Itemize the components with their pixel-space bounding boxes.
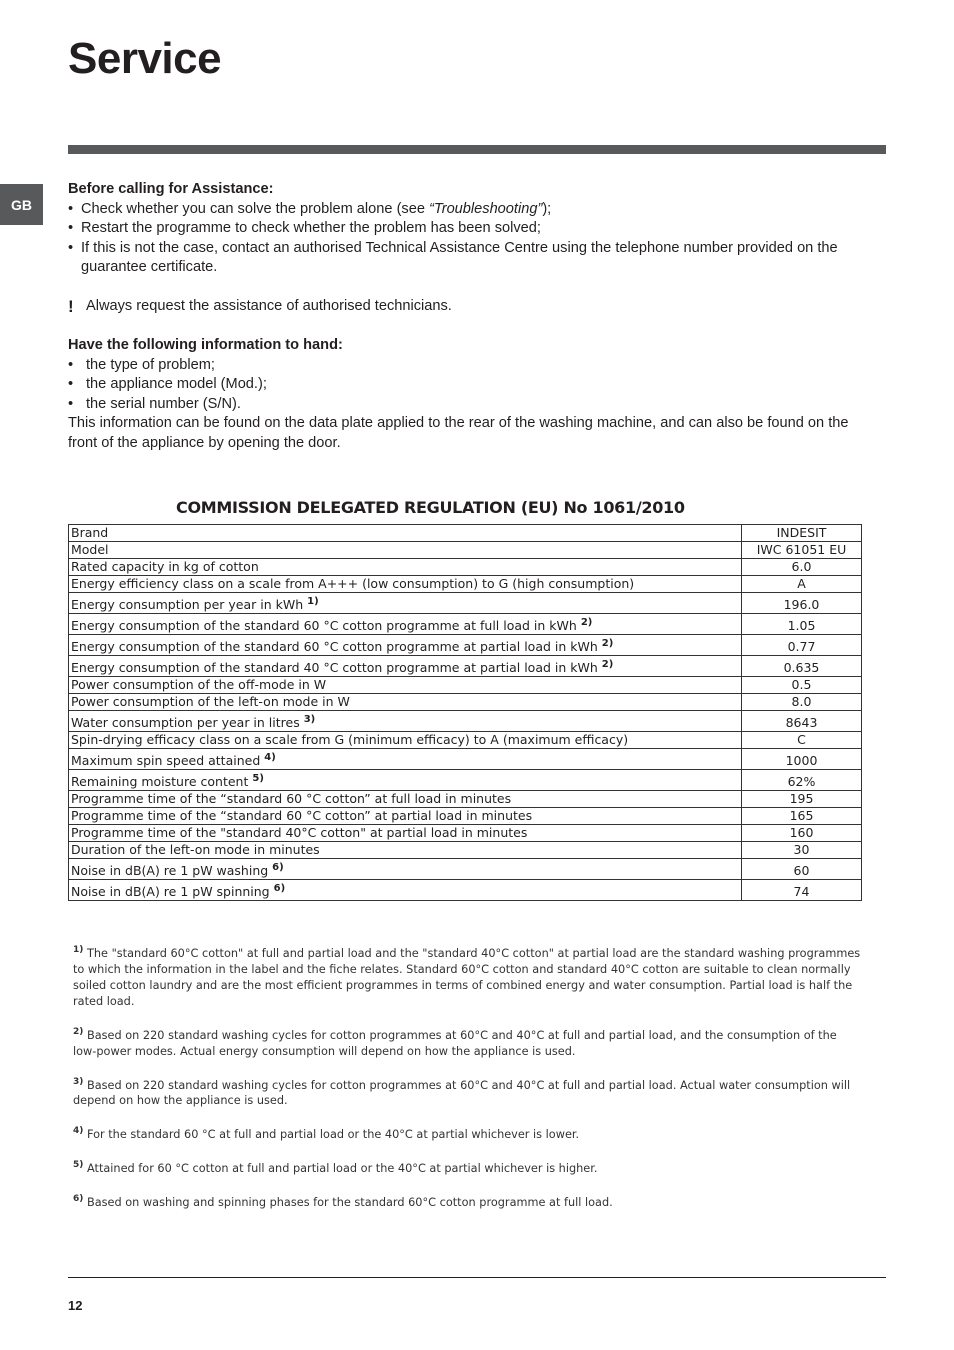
bullet-text: Restart the programme to check whether the problem has been solved; xyxy=(81,220,541,236)
row-label: Noise in dB(A) re 1 pW spinning $^{6)}$ xyxy=(69,880,742,901)
row-value: 1000 xyxy=(742,749,862,770)
row-value: 196.0 xyxy=(742,593,862,614)
row-value: 165 xyxy=(742,808,862,825)
table-row xyxy=(69,880,862,901)
footnote-ref: 6) xyxy=(272,861,284,873)
table-row xyxy=(69,576,862,593)
footnote-ref: 1) xyxy=(307,595,319,607)
bullet-text: If this is not the case, contact an authorised Technical Assistance Centre using the telephone number provided on the guarantee certificate. xyxy=(81,239,838,275)
row-label: Energy efficiency class on a scale from A+++ (low consumption) to G (high consumption) xyxy=(69,576,742,593)
row-label: Power consumption of the off-mode in W xyxy=(69,677,742,694)
row-value: INDESIT xyxy=(742,525,862,542)
row-value: 160 xyxy=(742,825,862,842)
footnote-ref: 2) xyxy=(580,616,593,628)
row-label: Rated capacity in kg of cotton xyxy=(69,559,742,576)
row-value: 74 xyxy=(742,880,862,901)
footnote: $^{2)}$ Based on 220 standard washing cycles for cotton programmes at 60°C and 40°C at full and partial load, and the consumption of the low-power modes. Actual energy consumption will depend on how the appliance is used. xyxy=(73,1026,837,1058)
footnote: $^{6)}$ Based on washing and spinning phases for the standard 60°C cotton programme at full load. xyxy=(73,1193,613,1209)
footnote-ref: 6) xyxy=(273,882,286,894)
footnotes xyxy=(73,942,863,1225)
title-divider xyxy=(68,145,886,154)
table-row xyxy=(69,825,862,842)
page-number: 12 xyxy=(68,1298,83,1313)
row-label: Energy consumption per year in kWh $^{1)}$ xyxy=(69,593,742,614)
row-label: Energy consumption of the standard 60 °C cotton programme at partial load in kWh $^{2)}$ xyxy=(69,635,742,656)
page-title: Service xyxy=(68,34,222,83)
table-row xyxy=(69,694,862,711)
row-label: Model xyxy=(69,542,742,559)
row-value: 8643 xyxy=(742,711,862,732)
table-row xyxy=(69,542,862,559)
table-row xyxy=(69,732,862,749)
list-item: • Restart the programme to check whether the problem has been solved; xyxy=(68,219,868,239)
row-label: Spin-drying efficacy class on a scale from G (minimum efficacy) to A (maximum efficacy) xyxy=(69,732,742,749)
row-label: Programme time of the "standard 40°C cotton" at partial load in minutes xyxy=(69,825,742,842)
table-row xyxy=(69,656,862,677)
row-value: 30 xyxy=(742,842,862,859)
table-row xyxy=(69,770,862,791)
row-value: 1.05 xyxy=(742,614,862,635)
list-item: • If this is not the case, contact an authorised Technical Assistance Centre using the telephone number provided on the guarantee certificate. xyxy=(68,239,868,278)
table-row xyxy=(69,593,862,614)
row-label: Duration of the left-on mode in minutes xyxy=(69,842,742,859)
footnote-ref: 5) xyxy=(252,772,264,784)
row-label: Brand xyxy=(69,525,742,542)
table-row xyxy=(69,749,862,770)
footer-divider xyxy=(68,1277,886,1278)
regulation-title: COMMISSION DELEGATED REGULATION (EU) No 1061/2010 xyxy=(176,498,685,517)
row-value: C xyxy=(742,732,862,749)
footnote-ref: 4) xyxy=(264,751,276,763)
footnote: $^{5)}$ Attained for 60 °C cotton at full and partial load or the 40°C at partial whichever is higher. xyxy=(73,1160,598,1175)
row-label: Water consumption per year in litres $^{3)}$ xyxy=(69,711,742,732)
list-item: • Check whether you can solve the problem alone (see “Troubleshooting”); xyxy=(68,200,868,220)
table-row xyxy=(69,711,862,732)
footnote: $^{4)}$ For the standard 60 °C at full and partial load or the 40°C at partial whichever is lower. xyxy=(73,1126,580,1142)
row-value: 0.635 xyxy=(742,656,862,677)
footnote: $^{3)}$ Based on 220 standard washing cycles for cotton programmes at 60°C and 40°C at full and partial load. Actual water consumption will depend on how the appliance is used. xyxy=(73,1076,851,1108)
warning-note xyxy=(68,297,868,317)
row-label: Programme time of the “standard 60 °C cotton” at partial load in minutes xyxy=(69,808,742,825)
row-label: Maximum spin speed attained $^{4)}$ xyxy=(69,749,742,770)
row-value: 0.77 xyxy=(742,635,862,656)
row-value: IWC 61051 EU xyxy=(742,542,862,559)
service-text xyxy=(68,180,868,453)
info-heading: Have the following information to hand: xyxy=(68,337,343,353)
regulation-table xyxy=(68,524,862,901)
row-value: 6.0 xyxy=(742,559,862,576)
table-row xyxy=(69,635,862,656)
table-row xyxy=(69,614,862,635)
info-paragraph: This information can be found on the data plate applied to the rear of the washing machine, and can also be found on the front of the appliance by opening the door. xyxy=(68,415,849,451)
row-label: Energy consumption of the standard 60 °C cotton programme at full load in kWh $^{2)}$ xyxy=(69,614,742,635)
row-label: Remaining moisture content $^{5)}$ xyxy=(69,770,742,791)
row-label: Noise in dB(A) re 1 pW washing $^{6)}$ xyxy=(69,859,742,880)
table-row xyxy=(69,791,862,808)
exclamation-icon: ! xyxy=(68,297,74,316)
table-row xyxy=(69,525,862,542)
list-item: • the type of problem; xyxy=(68,356,215,373)
row-value: 195 xyxy=(742,791,862,808)
warning-text: Always request the assistance of authorised technicians. xyxy=(86,298,452,314)
assistance-heading: Before calling for Assistance: xyxy=(68,181,274,197)
table-row xyxy=(69,842,862,859)
row-value: 8.0 xyxy=(742,694,862,711)
table-row xyxy=(69,808,862,825)
row-value: A xyxy=(742,576,862,593)
list-item: • the serial number (S/N). xyxy=(68,395,241,412)
table-row xyxy=(69,559,862,576)
row-value: 62% xyxy=(742,770,862,791)
footnote-ref: 3) xyxy=(303,713,316,725)
row-value: 60 xyxy=(742,859,862,880)
table-row xyxy=(69,677,862,694)
row-label: Power consumption of the left-on mode in W xyxy=(69,694,742,711)
bullet-text: Check whether you can solve the problem alone (see “Troubleshooting”); xyxy=(81,200,552,217)
row-label: Programme time of the “standard 60 °C cotton” at full load in minutes xyxy=(69,791,742,808)
footnote-ref: 2) xyxy=(601,658,614,670)
language-tab: GB xyxy=(0,184,43,225)
table-row xyxy=(69,859,862,880)
row-label: Energy consumption of the standard 40 °C cotton programme at partial load in kWh $^{2)}$ xyxy=(69,656,742,677)
list-item: • the appliance model (Mod.); xyxy=(68,376,267,392)
footnote-ref: 2) xyxy=(601,637,614,649)
footnote: $^{1)}$ The "standard 60°C cotton" at full and partial load and the "standard 40°C cotton" at partial load are the standard washing programmes to which the information in the label and the fiche relates. Standard 60°C cotton and standard 40°C cotton are suitable to clean normally soiled cotton laundry and are the most efficient programmes in terms of combined energy and water consumption. Partial load is half the rated load. xyxy=(73,945,861,1008)
row-value: 0.5 xyxy=(742,677,862,694)
